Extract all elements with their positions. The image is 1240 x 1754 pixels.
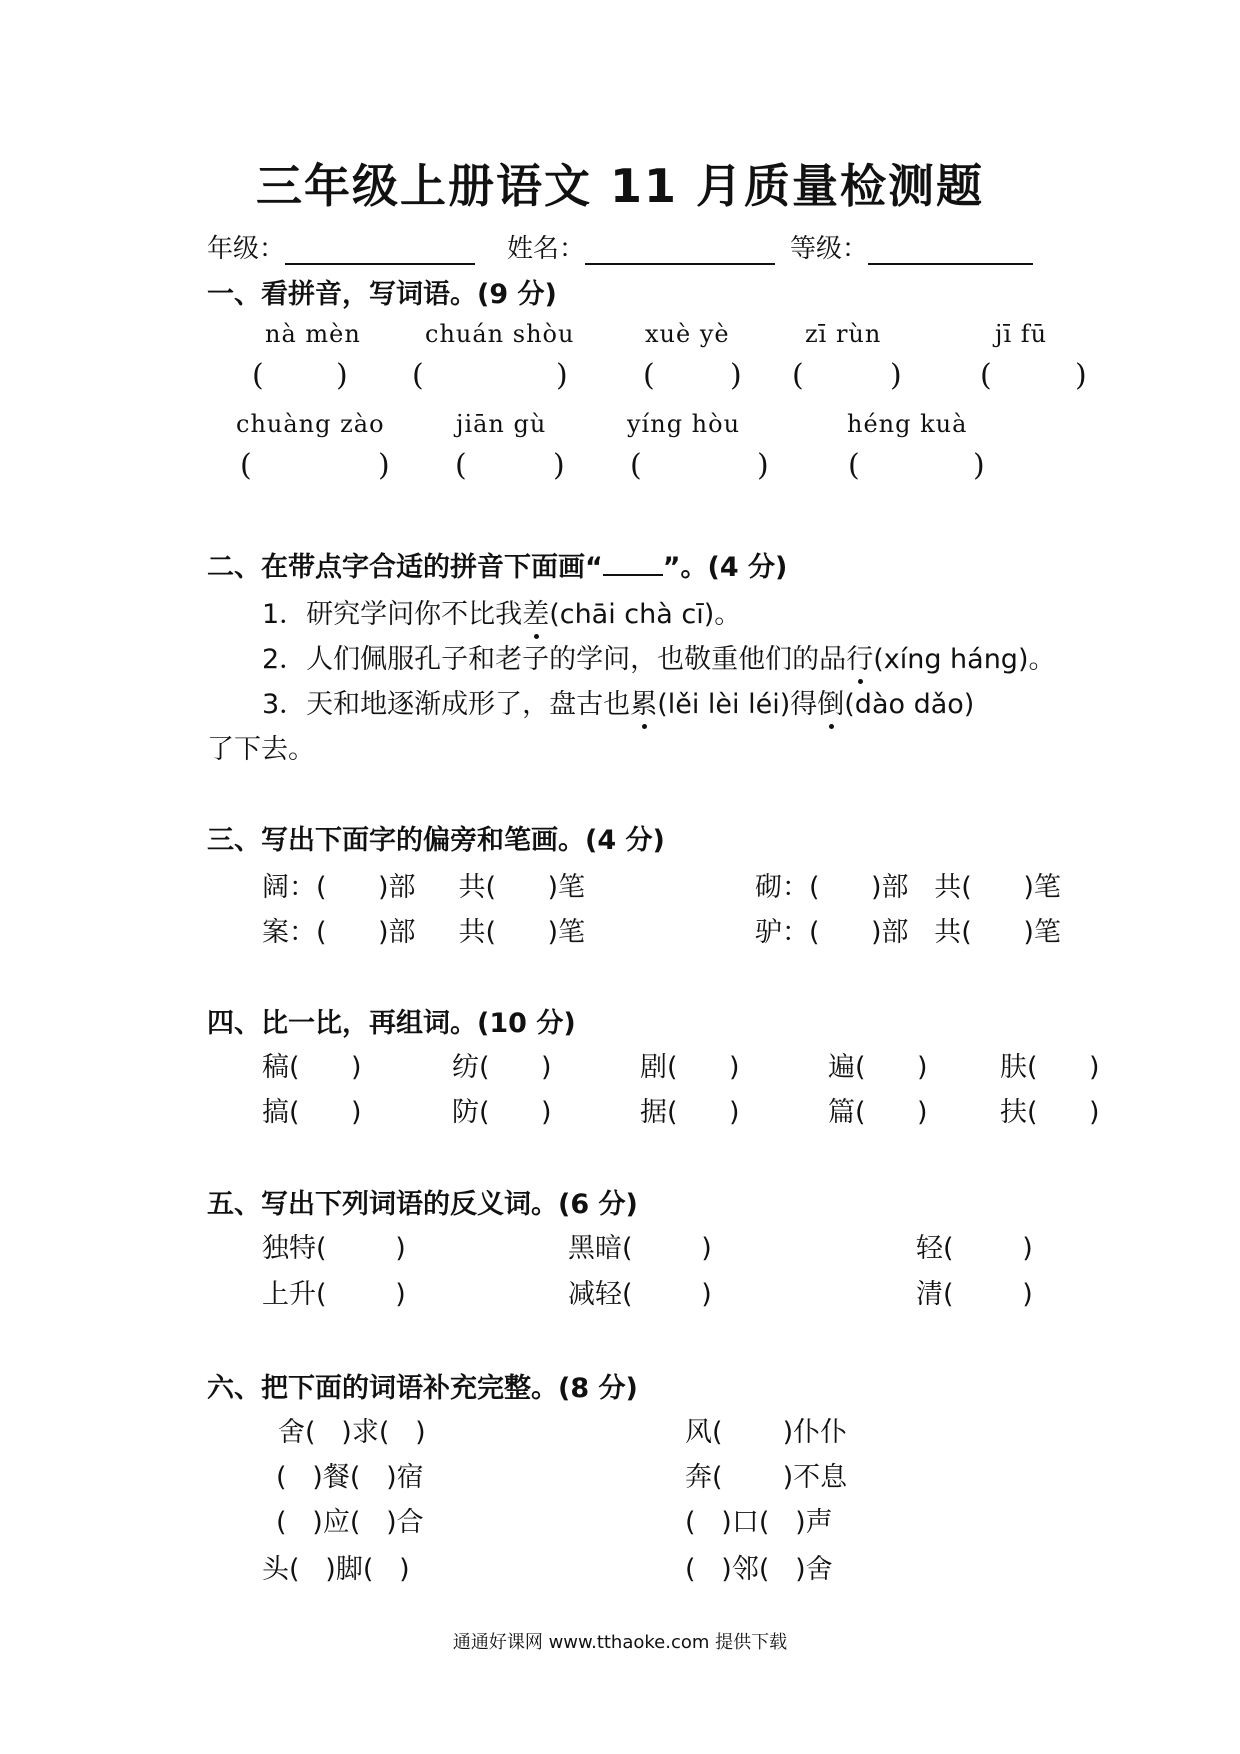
pinyin: jiān gù xyxy=(456,410,547,438)
answer-paren: ( xyxy=(980,358,992,393)
dotted-char: 行 xyxy=(846,637,873,676)
item-text: 3．天和地逐渐成形了，盘古也 xyxy=(262,689,631,720)
name-field xyxy=(507,228,775,265)
pinyin: chuàng zào xyxy=(236,410,385,438)
pinyin: zī rùn xyxy=(805,320,882,348)
answer-paren: ) xyxy=(757,448,769,483)
answer-paren: ) xyxy=(336,358,348,393)
answer-paren: ) xyxy=(973,448,985,483)
item-continuation: 了下去。 xyxy=(207,734,315,765)
section2-heading-end: ”。(4 分) xyxy=(662,552,788,583)
section3-heading: 三、写出下面字的偏旁和笔画。(4 分) xyxy=(207,825,665,856)
question-item xyxy=(262,637,1055,676)
idiom-item: 头( )脚( ) xyxy=(262,1554,410,1585)
pinyin: chuán shòu xyxy=(425,320,575,348)
idiom-item: ( )餐( )宿 xyxy=(276,1462,424,1493)
level-blank xyxy=(868,237,1033,265)
antonym-item: 黑暗( ) xyxy=(568,1233,712,1264)
compare-item: 防( ) xyxy=(452,1097,552,1128)
grade-field xyxy=(207,228,475,265)
idiom-item: ( )邻( )舍 xyxy=(685,1554,833,1585)
section4-heading: 四、比一比，再组词。(10 分) xyxy=(207,1008,576,1039)
idiom-item: 奔( )不息 xyxy=(685,1462,848,1493)
antonym-item: 减轻( ) xyxy=(568,1279,712,1310)
name-label: 姓名： xyxy=(507,234,586,264)
answer-paren: ) xyxy=(890,358,902,393)
pinyin: jī fū xyxy=(995,320,1048,348)
answer-paren: ) xyxy=(1075,358,1087,393)
grade-label: 年级： xyxy=(207,234,286,264)
answer-paren: ( xyxy=(792,358,804,393)
answer-paren: ( xyxy=(455,448,467,483)
section5-heading: 五、写出下列词语的反义词。(6 分) xyxy=(207,1189,638,1220)
pinyin-options: (dào dǎo) xyxy=(844,689,975,720)
dotted-char: 倒 xyxy=(817,682,844,721)
pinyin-options: (xíng háng)。 xyxy=(873,644,1056,675)
footer: 通通好课网 www.tthaoke.com 提供下载 xyxy=(452,1632,788,1653)
section6-heading: 六、把下面的词语补充完整。(8 分) xyxy=(207,1373,638,1404)
idiom-item: ( )口( )声 xyxy=(685,1507,833,1538)
section1-heading: 一、看拼音，写词语。(9 分) xyxy=(207,279,557,310)
pinyin: xuè yè xyxy=(645,320,730,348)
level-label: 等级： xyxy=(790,234,869,264)
answer-paren: ( xyxy=(848,448,860,483)
answer-paren: ( xyxy=(252,358,264,393)
grade-blank xyxy=(285,237,475,265)
item-text: 2．人们佩服孔子和老子的学问，也敬重他们的品 xyxy=(262,644,847,675)
pinyin-options: (chāi chà cī)。 xyxy=(549,599,742,630)
compare-item: 遍( ) xyxy=(828,1052,928,1083)
radical-row: 砌：( )部 共( )笔 xyxy=(755,872,1061,903)
compare-item: 纺( ) xyxy=(452,1052,552,1083)
question-item xyxy=(262,682,974,721)
compare-item: 搞( ) xyxy=(262,1097,362,1128)
answer-paren: ( xyxy=(240,448,252,483)
pinyin: héng kuà xyxy=(847,410,968,438)
antonym-item: 清( ) xyxy=(916,1279,1033,1310)
compare-item: 篇( ) xyxy=(828,1097,928,1128)
answer-paren: ) xyxy=(553,448,565,483)
dotted-char: 差 xyxy=(522,592,549,631)
answer-paren: ( xyxy=(630,448,642,483)
answer-paren: ) xyxy=(730,358,742,393)
radical-row: 案：( )部 共( )笔 xyxy=(262,917,586,948)
dotted-char: 累 xyxy=(630,682,657,721)
level-field xyxy=(790,228,1033,265)
underline-sample xyxy=(603,552,663,576)
item-text: 1．研究学问你不比我 xyxy=(262,599,523,630)
idiom-item: ( )应( )合 xyxy=(276,1507,424,1538)
radical-row: 阔：( )部 共( )笔 xyxy=(262,872,586,903)
idiom-item: 舍( )求( ) xyxy=(278,1417,426,1448)
radical-row: 驴：( )部 共( )笔 xyxy=(755,917,1061,948)
pinyin-options: (lěi lèi léi)得 xyxy=(657,689,818,720)
compare-item: 稿( ) xyxy=(262,1052,362,1083)
pinyin: yíng hòu xyxy=(627,410,741,438)
antonym-item: 上升( ) xyxy=(262,1279,406,1310)
page-title: 三年级上册语文 11 月质量检测题 xyxy=(255,159,985,213)
answer-paren: ( xyxy=(643,358,655,393)
section2-heading-text: 二、在带点字合适的拼音下面画“ xyxy=(207,552,603,583)
pinyin: nà mèn xyxy=(265,320,361,348)
compare-item: 剧( ) xyxy=(640,1052,740,1083)
question-item xyxy=(262,592,741,631)
answer-paren: ( xyxy=(412,358,424,393)
answer-paren: ) xyxy=(556,358,568,393)
name-blank xyxy=(585,237,775,265)
idiom-item: 风( )仆仆 xyxy=(685,1417,848,1448)
antonym-item: 轻( ) xyxy=(916,1233,1033,1264)
section2-heading xyxy=(207,545,787,584)
compare-item: 肤( ) xyxy=(1000,1052,1100,1083)
antonym-item: 独特( ) xyxy=(262,1233,406,1264)
compare-item: 扶( ) xyxy=(1000,1097,1100,1128)
compare-item: 据( ) xyxy=(640,1097,740,1128)
answer-paren: ) xyxy=(378,448,390,483)
